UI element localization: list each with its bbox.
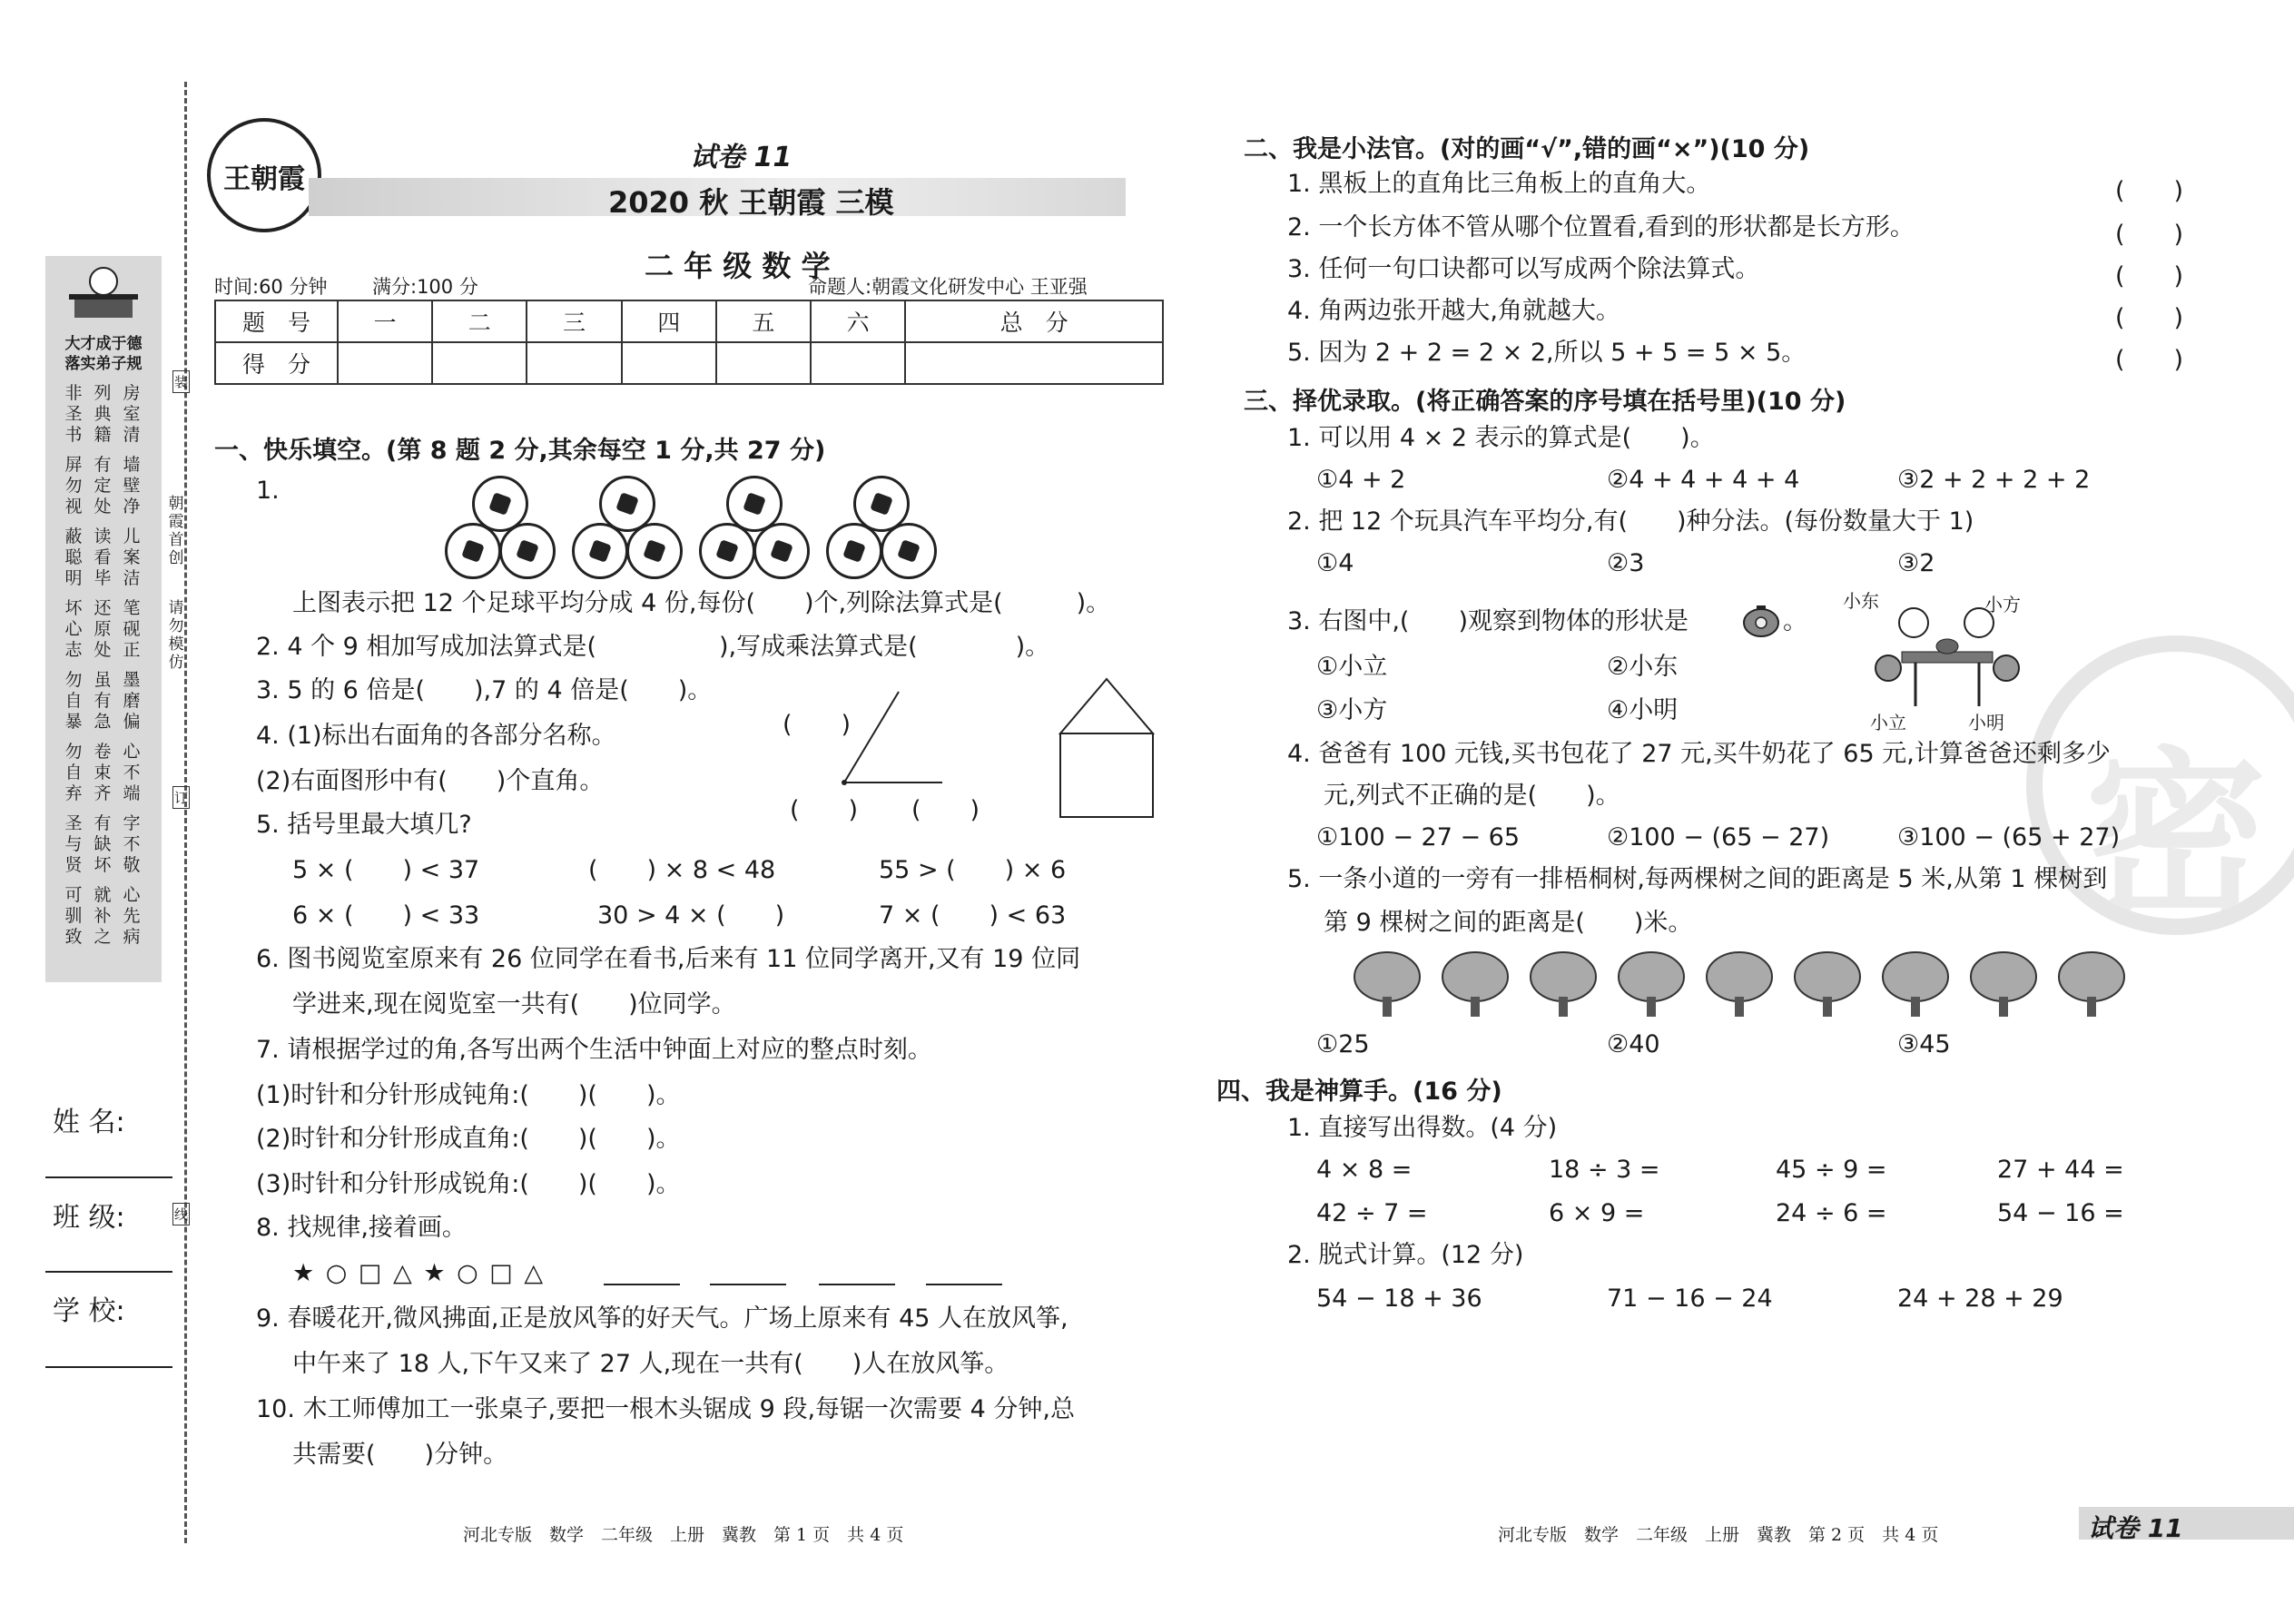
choice-option: ③45 bbox=[1897, 1030, 1951, 1058]
motto-column: 心不端 bbox=[123, 742, 141, 803]
full-score-info: 满分:100 分 bbox=[372, 276, 478, 298]
score-header-cell: 总 分 bbox=[905, 300, 1163, 342]
q7-sub2: (2)时针和分针形成直角:( )( )。 bbox=[256, 1125, 681, 1153]
q10-line1: 10. 木工师傅加工一张桌子,要把一根木头锯成 9 段,每锯一次需要 4 分钟,总 bbox=[256, 1395, 1075, 1423]
mascot-figure bbox=[65, 261, 142, 325]
motto-column: 就补之 bbox=[94, 885, 112, 947]
choice-q3: 3. 右图中,( )观察到物体的形状是 bbox=[1287, 607, 1689, 635]
choice-option: ④小明 bbox=[1607, 696, 1679, 724]
q5-item: 6 × ( ) < 33 bbox=[292, 901, 480, 930]
motto-column: 儿案洁 bbox=[123, 527, 141, 588]
choice-q4-line2: 元,列式不正确的是( )。 bbox=[1324, 782, 1620, 810]
score-cell[interactable] bbox=[338, 342, 432, 384]
judge-answer-paren[interactable]: ( ) bbox=[2115, 262, 2184, 290]
choice-q1: 1. 可以用 4 × 2 表示的算式是( )。 bbox=[1287, 424, 1715, 452]
q7-sub1: (1)时针和分针形成钝角:( )( )。 bbox=[256, 1081, 681, 1109]
name-label: 姓 名: bbox=[53, 1107, 125, 1138]
score-header-cell: 六 bbox=[811, 300, 905, 342]
exam-title: 2020 秋 王朝霞 三模 bbox=[608, 185, 894, 220]
motto-top2: 落实弟子规 bbox=[64, 355, 143, 373]
choice-option: ②40 bbox=[1607, 1030, 1660, 1058]
seal-char-1: 装 bbox=[172, 370, 190, 393]
choice-option: ②100 − (65 − 27) bbox=[1607, 823, 1830, 851]
class-label: 班 级: bbox=[53, 1202, 125, 1234]
pattern-answer-blank[interactable] bbox=[926, 1284, 1002, 1285]
calc-item: 6 × 9 = bbox=[1549, 1199, 1645, 1227]
q5-text: 5. 括号里最大填几? bbox=[256, 811, 472, 839]
score-cell[interactable] bbox=[811, 342, 905, 384]
page-1-footer: 河北专版 数学 二年级 上册 冀教 第 1 页 共 4 页 bbox=[463, 1525, 904, 1545]
motto-column: 有定处 bbox=[94, 455, 112, 517]
side-note-2: 请勿模仿 bbox=[168, 599, 184, 672]
pattern-answer-blank[interactable] bbox=[604, 1284, 680, 1285]
judge-item: 4. 角两边张开越大,角就越大。 bbox=[1287, 297, 1620, 325]
choice-option: ①100 − 27 − 65 bbox=[1316, 823, 1521, 851]
calc-item: 18 ÷ 3 = bbox=[1549, 1156, 1660, 1184]
angle-label-blank-base[interactable]: ( ) bbox=[911, 796, 980, 824]
section-2-title: 二、我是小法官。(对的画“√”,错的画“×”)(10 分) bbox=[1244, 135, 1810, 163]
motto-column: 卷束齐 bbox=[94, 742, 112, 803]
motto-column: 墙壁净 bbox=[123, 455, 141, 517]
judge-answer-paren[interactable]: ( ) bbox=[2115, 304, 2184, 332]
motto-column: 可驯致 bbox=[64, 885, 83, 947]
q7-sub3: (3)时针和分针形成锐角:( )( )。 bbox=[256, 1170, 681, 1198]
football bbox=[881, 523, 937, 579]
house-shape-figure bbox=[1057, 675, 1157, 821]
choice-option: ①4 + 2 bbox=[1316, 466, 1406, 494]
motto-column: 列典籍 bbox=[94, 383, 112, 445]
section-3-title: 三、择优录取。(将正确答案的序号填在括号里)(10 分) bbox=[1244, 388, 1846, 416]
score-header-cell: 二 bbox=[432, 300, 527, 342]
tree-icon bbox=[1791, 950, 1864, 1013]
football bbox=[699, 523, 755, 579]
q5-item: 5 × ( ) < 37 bbox=[292, 856, 480, 884]
subject-title: 二 年 级 数 学 bbox=[645, 249, 831, 283]
choice-q5-line2: 第 9 棵树之间的距离是( )米。 bbox=[1324, 909, 1693, 937]
score-header-cell: 四 bbox=[622, 300, 716, 342]
motto-column: 勿自弃 bbox=[64, 742, 83, 803]
score-table-score-row bbox=[215, 342, 1163, 384]
q4-part2: (2)右面图形中有( )个直角。 bbox=[256, 767, 605, 795]
judge-item: 3. 任何一句口诀都可以写成两个除法算式。 bbox=[1287, 255, 1760, 283]
motto-panel bbox=[45, 256, 162, 982]
author-info: 命题人:朝霞文化研发中心 王亚强 bbox=[808, 276, 1088, 298]
score-cell[interactable] bbox=[905, 342, 1163, 384]
tree-icon bbox=[1615, 950, 1688, 1013]
tree-icon bbox=[1967, 950, 2040, 1013]
q6-line1: 6. 图书阅览室原来有 26 位同学在看书,后来有 11 位同学离开,又有 19 位同 bbox=[256, 945, 1081, 973]
q9-line2: 中午来了 18 人,下午又来了 27 人,现在一共有( )人在放风筝。 bbox=[292, 1350, 1009, 1378]
time-info: 时间:60 分钟 bbox=[214, 276, 328, 298]
judge-item: 2. 一个长方体不管从哪个位置看,看到的形状都是长方形。 bbox=[1287, 213, 1915, 241]
motto-column: 虽有急 bbox=[94, 670, 112, 732]
choice-option: ②3 bbox=[1607, 549, 1645, 577]
q9-line1: 9. 春暖花开,微风拂面,正是放风筝的好天气。广场上原来有 45 人在放风筝, bbox=[256, 1304, 1068, 1333]
tree-icon bbox=[1703, 950, 1776, 1013]
brand-logo bbox=[207, 118, 321, 232]
choice-option: ①25 bbox=[1316, 1030, 1370, 1058]
choice-option: ①小立 bbox=[1316, 653, 1388, 681]
tree-icon bbox=[1351, 950, 1423, 1013]
calc-item: 42 ÷ 7 = bbox=[1316, 1199, 1428, 1227]
watermark-text: 密 bbox=[2084, 732, 2267, 935]
calc-q1: 1. 直接写出得数。(4 分) bbox=[1287, 1114, 1558, 1142]
motto-column: 房室清 bbox=[123, 383, 141, 445]
score-table bbox=[214, 300, 1164, 385]
score-table-header-row bbox=[215, 300, 1163, 342]
person-label: 小东 bbox=[1843, 590, 1879, 612]
section-4-title: 四、我是神算手。(16 分) bbox=[1216, 1078, 1502, 1106]
school-label: 学 校: bbox=[53, 1295, 125, 1327]
judge-answer-paren[interactable]: ( ) bbox=[2115, 177, 2184, 205]
calc-item: 27 + 44 = bbox=[1997, 1156, 2124, 1184]
motto-column: 蔽聪明 bbox=[64, 527, 83, 588]
motto-column: 圣与贤 bbox=[64, 813, 83, 875]
motto-column: 非圣书 bbox=[64, 383, 83, 445]
calc-item: 24 + 28 + 29 bbox=[1897, 1284, 2063, 1313]
q2-text: 2. 4 个 9 相加写成加法算式是( ),写成乘法算式是( )。 bbox=[256, 633, 1050, 661]
binding-dashed-line bbox=[184, 82, 187, 1543]
tree-icon bbox=[1527, 950, 1600, 1013]
choice-q3-end: 。 bbox=[1783, 607, 1807, 635]
angle-label-blank-vertex[interactable]: ( ) bbox=[790, 796, 859, 824]
score-cell[interactable] bbox=[527, 342, 621, 384]
choice-option: ③小方 bbox=[1316, 696, 1388, 724]
motto-grid bbox=[58, 383, 153, 964]
q4-part1: 4. (1)标出右面角的各部分名称。 bbox=[256, 722, 616, 750]
football-groups bbox=[445, 476, 953, 576]
score-cell[interactable] bbox=[432, 342, 527, 384]
calc-item: 4 × 8 = bbox=[1316, 1156, 1413, 1184]
person-label: 小明 bbox=[1968, 712, 2004, 733]
score-cell[interactable] bbox=[622, 342, 716, 384]
series-label: 试卷 11 bbox=[690, 142, 793, 173]
tree-icon bbox=[1439, 950, 1511, 1013]
page-2-footer: 河北专版 数学 二年级 上册 冀教 第 2 页 共 4 页 bbox=[1498, 1525, 1939, 1545]
choice-q4-line1: 4. 爸爸有 100 元钱,买书包花了 27 元,买牛奶花了 65 元,计算爸爸还剩多少 bbox=[1287, 740, 2111, 768]
q1-text: 上图表示把 12 个足球平均分成 4 份,每份( )个,列除法算式是( )。 bbox=[292, 589, 1111, 617]
tree-icon bbox=[1879, 950, 1952, 1013]
judge-answer-paren[interactable]: ( ) bbox=[2115, 346, 2184, 374]
football bbox=[499, 523, 556, 579]
motto-column: 屏勿视 bbox=[64, 455, 83, 517]
judge-item: 1. 黑板上的直角比三角板上的直角大。 bbox=[1287, 170, 1711, 198]
choice-q5-line1: 5. 一条小道的一旁有一排梧桐树,每两棵树之间的距离是 5 米,从第 1 棵树到 bbox=[1287, 865, 2108, 893]
motto-column: 笔砚正 bbox=[123, 598, 141, 660]
score-header-cell: 题 号 bbox=[215, 300, 338, 342]
motto-column: 勿自暴 bbox=[64, 670, 83, 732]
motto-column: 墨磨偏 bbox=[123, 670, 141, 732]
motto-column: 坏心志 bbox=[64, 598, 83, 660]
calc-q2: 2. 脱式计算。(12 分) bbox=[1287, 1241, 1524, 1269]
motto-column: 读看毕 bbox=[94, 527, 112, 588]
pattern-answer-blank[interactable] bbox=[710, 1284, 786, 1285]
calc-item: 71 − 16 − 24 bbox=[1607, 1284, 1773, 1313]
choice-option: ③2 bbox=[1897, 549, 1935, 577]
score-header-cell: 一 bbox=[338, 300, 432, 342]
choice-option: ②4 + 4 + 4 + 4 bbox=[1607, 466, 1800, 494]
q7-text: 7. 请根据学过的角,各写出两个生活中钟面上对应的整点时刻。 bbox=[256, 1036, 932, 1064]
q5-item: 7 × ( ) < 63 bbox=[879, 901, 1067, 930]
logo-text: 王朝霞 bbox=[223, 163, 305, 195]
corner-label: 试卷 11 bbox=[2088, 1513, 2183, 1543]
motto-column: 有缺坏 bbox=[94, 813, 112, 875]
score-header-cell: 五 bbox=[716, 300, 811, 342]
football bbox=[626, 523, 683, 579]
q8-pattern: ★ ○ □ △ ★ ○ □ △ bbox=[292, 1259, 546, 1287]
football bbox=[753, 523, 810, 579]
motto-column: 字不敬 bbox=[123, 813, 141, 875]
motto-column: 还原处 bbox=[94, 598, 112, 660]
football bbox=[572, 523, 628, 579]
judge-answer-paren[interactable]: ( ) bbox=[2115, 221, 2184, 249]
person-label: 小方 bbox=[1984, 594, 2021, 615]
calc-item: 54 − 18 + 36 bbox=[1316, 1284, 1482, 1313]
choice-option: ②小东 bbox=[1607, 653, 1679, 681]
q10-line2: 共需要( )分钟。 bbox=[292, 1441, 508, 1469]
football bbox=[826, 523, 882, 579]
section-1-title: 一、快乐填空。(第 8 题 2 分,其余每空 1 分,共 27 分) bbox=[214, 437, 826, 465]
choice-q2: 2. 把 12 个玩具汽车平均分,有( )种分法。(每份数量大于 1) bbox=[1287, 507, 1974, 536]
calc-item: 45 ÷ 9 = bbox=[1776, 1156, 1887, 1184]
class-field[interactable] bbox=[45, 1271, 172, 1273]
choice-option: ③100 − (65 + 27) bbox=[1897, 823, 2121, 851]
football bbox=[445, 523, 501, 579]
judge-item: 5. 因为 2 + 2 = 2 × 2,所以 5 + 5 = 5 × 5。 bbox=[1287, 339, 1807, 367]
motto-top: 大才成于德 bbox=[64, 335, 143, 353]
score-header-cell: 三 bbox=[527, 300, 621, 342]
calc-item: 24 ÷ 6 = bbox=[1776, 1199, 1887, 1227]
q6-line2: 学进来,现在阅览室一共有( )位同学。 bbox=[292, 990, 736, 1019]
q5-item: 30 > 4 × ( ) bbox=[597, 901, 785, 930]
tree-row bbox=[1351, 950, 2150, 1022]
motto-column: 心先病 bbox=[123, 885, 141, 947]
score-row-label: 得 分 bbox=[215, 342, 338, 384]
q8-text: 8. 找规律,接着画。 bbox=[256, 1214, 467, 1242]
name-field[interactable] bbox=[45, 1176, 172, 1178]
q5-item: ( ) × 8 < 48 bbox=[588, 856, 776, 884]
q3-text: 3. 5 的 6 倍是( ),7 的 4 倍是( )。 bbox=[256, 676, 713, 704]
tree-icon bbox=[2055, 950, 2128, 1013]
seal-char-3: 线 bbox=[172, 1203, 190, 1225]
teapot-icon bbox=[1741, 603, 1781, 639]
person-label: 小立 bbox=[1870, 712, 1906, 733]
choice-option: ③2 + 2 + 2 + 2 bbox=[1897, 466, 2091, 494]
score-cell[interactable] bbox=[716, 342, 811, 384]
side-note-1: 朝霞首创 bbox=[168, 495, 184, 567]
school-field[interactable] bbox=[45, 1366, 172, 1368]
q1-number: 1. bbox=[256, 477, 280, 505]
seal-char-2: 订 bbox=[172, 786, 190, 809]
pattern-answer-blank[interactable] bbox=[819, 1284, 895, 1285]
q5-item: 55 > ( ) × 6 bbox=[879, 856, 1067, 884]
angle-label-blank-side[interactable]: ( ) bbox=[783, 711, 852, 739]
calc-item: 54 − 16 = bbox=[1997, 1199, 2124, 1227]
choice-option: ①4 bbox=[1316, 549, 1354, 577]
